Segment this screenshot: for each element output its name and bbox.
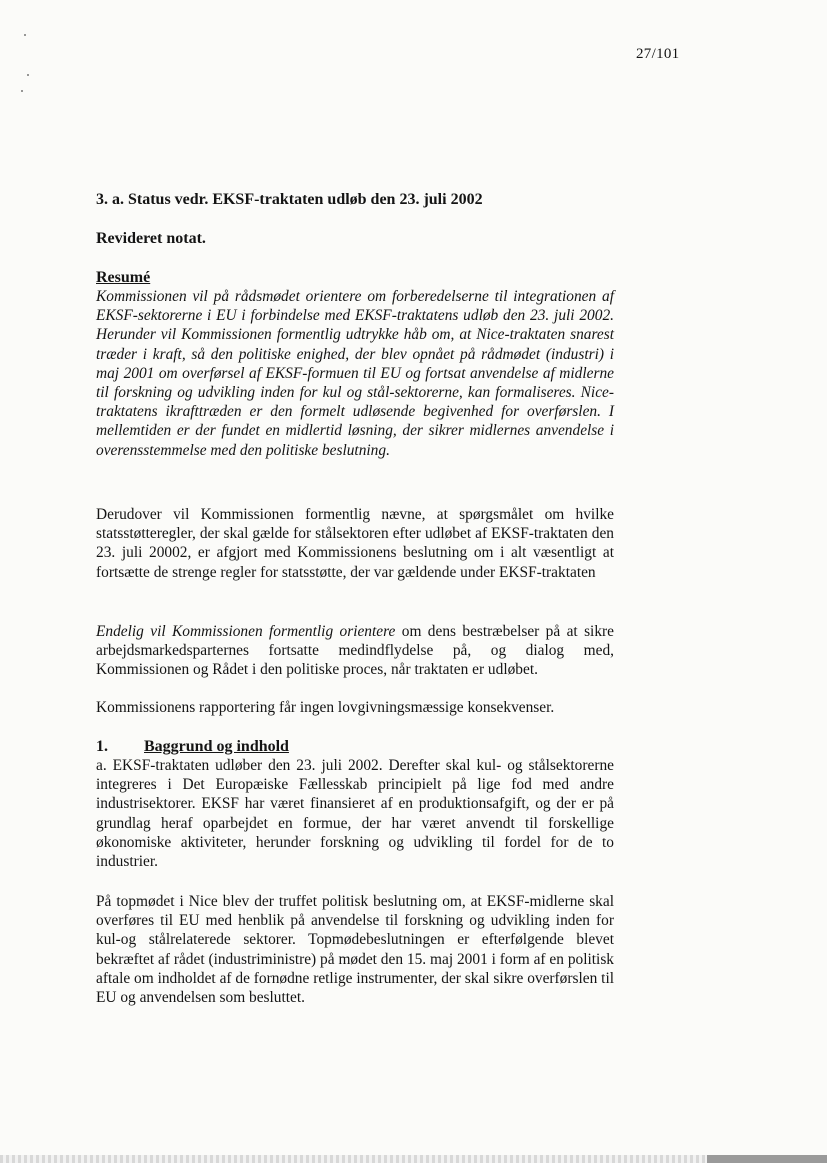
paragraph-social-partners xyxy=(96,622,614,680)
section-number: 1. xyxy=(96,738,108,755)
resume-text: Kommissionen vil på rådsmødet orientere om forberedelserne til integrationen af EKSF-sektorerne i EU i forbindelse med EKSF-traktatens udløb den 23. juli 2002. Herunder vil Kommissionen formentlig udtrykke håb om, at Nice-traktaten snarest træder i kraft, så den politiske enighed, der blev opnået på rådmødet (industri) i maj 2001 om overførsel af EKSF-formuen til EU og fortsat anvendelse af midlerne til forskning og udvikling inden for kul og stål-sektorerne, kan formaliseres. Nice-traktatens ikrafttræden er den formelt udløsende begivenhed for overførslen. I mellemtiden er der fundet en midlertid løsning, der sikrer midlernes anvendelse i overensstemmelse med den politiske beslutning. xyxy=(96,288,614,459)
scan-speck xyxy=(21,90,23,92)
scan-edge-dark xyxy=(707,1155,827,1163)
page-number: 27/101 xyxy=(636,46,680,62)
document-heading: 3. a. Status vedr. EKSF-traktaten udløb den 23. juli 2002 xyxy=(96,191,483,208)
scan-speck xyxy=(24,34,26,36)
paragraph-rest: om dens bestræbelser på at sikre arbejdsmarkedsparternes fortsatte medindflydelse på, og dialog med, Kommissionen og Rådet i den politiske proces, når traktaten er udløbet. xyxy=(96,623,614,679)
paragraph-italic-intro: Endelig vil Kommissionen formentlig orientere xyxy=(96,623,396,640)
section-paragraph-a: a. EKSF-traktaten udløber den 23. juli 2002. Derefter skal kul- og stålsektorerne integreres i Det Europæiske Fællesskab principielt på lige fod med andre industrisektorer. EKSF har været finansieret af en produktionsafgift, og der er på grundlag heraf oparbejdet en formue, der har været anvendt til forskellige økonomiske aktiviteter, herunder forskning og udvikling til fordel for de to industrier. xyxy=(96,757,614,871)
resume-section xyxy=(96,268,614,460)
section-1 xyxy=(96,737,614,871)
paragraph-consequences: Kommissionens rapportering får ingen lovgivningsmæssige konsekvenser. xyxy=(96,699,555,716)
section-paragraph-b: På topmødet i Nice blev der truffet politisk beslutning om, at EKSF-midlerne skal overføres til EU med henblik på anvendelse til forskning og udvikling inden for kul-og stålrelaterede sektorer. Topmødebeslutningen er efterfølgende blevet bekræftet af rådet (industriministre) på mødet den 15. maj 2001 i form af en politisk aftale om indholdet af de fornødne retlige instrumenter, der skal sikre overførslen til EU og anvendelsen som besluttet. xyxy=(96,893,614,1007)
section-label: Baggrund og indhold xyxy=(144,738,289,755)
document-subheading: Revideret notat. xyxy=(96,230,206,247)
scan-edge xyxy=(0,1155,827,1163)
section-title xyxy=(96,737,614,756)
paragraph-state-aid: Derudover vil Kommissionen formentlig nævne, at spørgsmålet om hvilke statsstøtteregler, der skal gælde for stålsektoren efter udløbet af EKSF-traktaten den 23. juli 20002, er afgjort med Kommissionens beslutning om i alt væsentligt at fortsætte de strenge regler for statsstøtte, der var gældende under EKSF-traktaten xyxy=(96,506,614,581)
scan-speck xyxy=(27,74,29,76)
resume-title: Resumé xyxy=(96,269,151,286)
